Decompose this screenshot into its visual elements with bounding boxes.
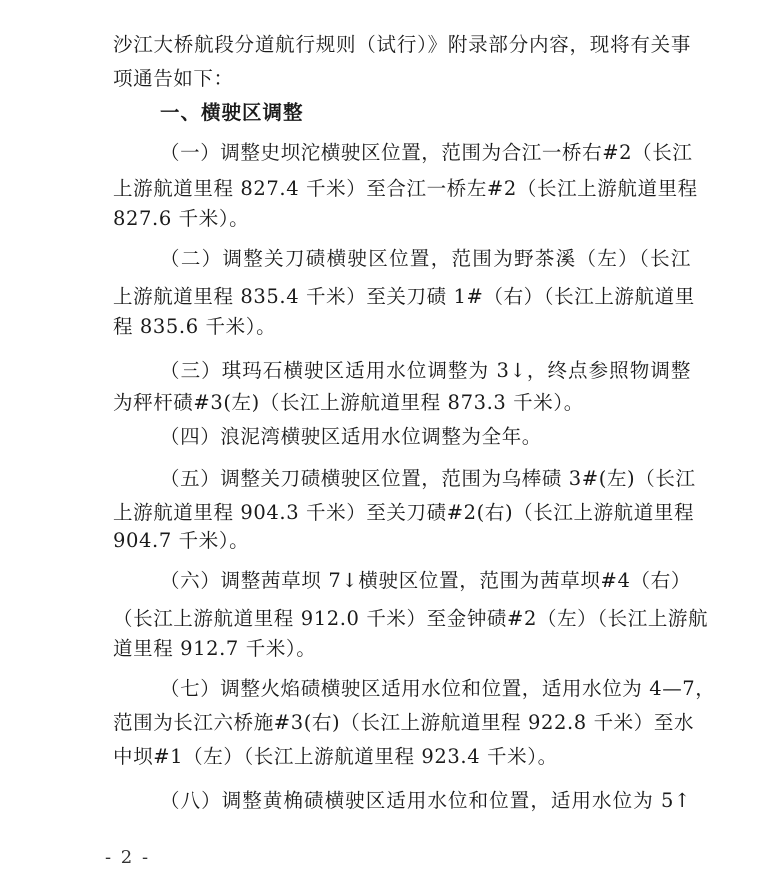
body-text-line: 范围为长江六桥施#3(右)（长江上游航道里程 922.8 千米）至水	[113, 711, 695, 734]
body-text-line: （二）调整关刀碛横驶区位置，范围为野茶溪（左）（长江	[160, 247, 691, 270]
body-text-line: 为秤杆碛#3(左)（长江上游航道里程 873.3 千米）。	[113, 391, 584, 414]
body-text-line: 827.6 千米）。	[113, 207, 250, 230]
body-text-line: 道里程 912.7 千米）。	[113, 637, 317, 660]
body-text-line: （一）调整史坝沱横驶区位置，范围为合江一桥右#2（长江	[160, 141, 693, 164]
body-text-line: 程 835.6 千米）。	[113, 315, 277, 338]
body-text-line: 项通告如下：	[113, 67, 234, 90]
body-text-line: 中坝#1（左）（长江上游航道里程 923.4 千米）。	[113, 745, 558, 768]
section-heading: 一、横驶区调整	[160, 101, 304, 124]
body-text-line: （四）浪泥湾横驶区适用水位调整为全年。	[160, 425, 542, 448]
body-text-line: 上游航道里程 904.3 千米）至关刀碛#2(右)（长江上游航道里程	[113, 501, 695, 524]
body-text-line: 904.7 千米）。	[113, 529, 250, 552]
body-text-line: （长江上游航道里程 912.0 千米）至金钟碛#2（左）（长江上游航	[113, 607, 709, 630]
body-text-line: （六）调整茜草坝 7↓横驶区位置，范围为茜草坝#4（右）	[160, 569, 691, 592]
body-text-line: （三）琪玛石横驶区适用水位调整为 3↓，终点参照物调整	[160, 359, 691, 382]
body-text-line: 上游航道里程 827.4 千米）至合江一桥左#2（长江上游航道里程	[113, 177, 698, 200]
page-number: - 2 -	[105, 847, 151, 868]
body-text-line: 上游航道里程 835.4 千米）至关刀碛 1#（右）（长江上游航道里	[113, 285, 695, 308]
body-text-line: （七）调整火焰碛横驶区适用水位和位置，适用水位为 4—7，	[160, 677, 716, 700]
body-text-line: 沙江大桥航段分道航行规则（试行）》附录部分内容，现将有关事	[113, 33, 691, 56]
body-text-line: （五）调整关刀碛横驶区位置，范围为乌棒碛 3#(左)（长江	[160, 467, 696, 490]
body-text-line: （八）调整黄桷碛横驶区适用水位和位置，适用水位为 5↑	[160, 789, 691, 812]
